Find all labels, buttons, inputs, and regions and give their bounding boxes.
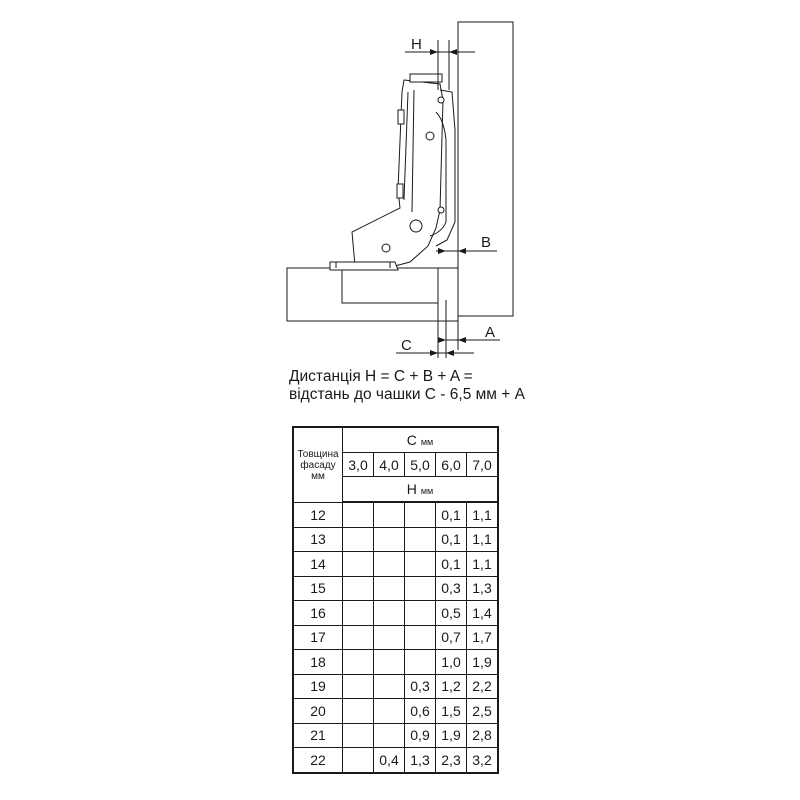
h-value-cell: [405, 626, 436, 651]
h-value-cell: [343, 528, 374, 553]
c-group-header: [343, 428, 497, 453]
spec-table: [292, 426, 499, 774]
hinge-screw: [438, 207, 444, 213]
dim-c-label: C: [401, 337, 412, 354]
thickness-cell: 17: [294, 626, 343, 651]
h-value-cell: [343, 748, 374, 772]
h-value-cell: [374, 675, 405, 700]
hinge-screw: [426, 132, 434, 140]
thickness-cell: 16: [294, 601, 343, 626]
thickness-cell: 19: [294, 675, 343, 700]
dim-c-arrow: [430, 350, 438, 356]
c-value-header: 5,0: [405, 453, 436, 477]
c-value-header: 3,0: [343, 453, 374, 477]
thickness-cell: 21: [294, 724, 343, 749]
hinge-screw: [438, 97, 444, 103]
h-value-cell: [374, 528, 405, 553]
table-row: [294, 528, 497, 553]
thickness-cell: 12: [294, 503, 343, 528]
dim-a-label: A: [485, 324, 496, 341]
h-value-cell: 0,1: [436, 503, 467, 528]
h-value-cell: [343, 577, 374, 602]
formula-text: [289, 368, 525, 404]
h-value-cell: 2,3: [436, 748, 467, 772]
h-value-cell: 3,2: [472, 751, 492, 768]
h-value-cell: 1,0: [436, 650, 467, 675]
h-value-cell: 2,5: [467, 699, 497, 724]
dim-a-arrow: [458, 337, 466, 343]
h-value-cell: [374, 552, 405, 577]
h-value-cell: 1,3: [467, 577, 497, 602]
h-value-cell: [343, 699, 374, 724]
thickness-cell: 20: [294, 699, 343, 724]
hinge-arm: [352, 80, 443, 266]
table-row: [294, 577, 497, 602]
thickness-cell: 15: [294, 577, 343, 602]
h-group-header: [343, 477, 497, 503]
h-value-cell: [343, 503, 374, 528]
h-value-cell: 2,2: [467, 675, 497, 700]
cabinet-side-panel: [458, 22, 513, 316]
dim-a-arrow: [438, 337, 446, 343]
h-value-cell: 1,5: [436, 699, 467, 724]
hinge-side-tab: [397, 184, 403, 198]
c-value-header: 7,0: [467, 453, 497, 477]
h-value-cell: [343, 552, 374, 577]
h-value-cell: [374, 626, 405, 651]
h-value-cell: [343, 601, 374, 626]
h-value-cell: 0,9: [405, 724, 436, 749]
h-value-cell: 2,8: [467, 724, 497, 749]
h-value-cell: 0,3: [405, 675, 436, 700]
hinge-screw: [410, 220, 422, 232]
h-value-cell: [374, 724, 405, 749]
h-value-cell: 0,1: [436, 552, 467, 577]
h-value-cell: [374, 503, 405, 528]
h-value-cell: [374, 601, 405, 626]
hinge-side-tab: [398, 110, 404, 124]
h-value-cell: 0,4: [374, 748, 405, 772]
table-row: [294, 601, 497, 626]
h-value-cell: [343, 650, 374, 675]
h-value-cell: [405, 552, 436, 577]
h-value-cell: 1,7: [467, 626, 497, 651]
table-row: [294, 626, 497, 651]
dim-h-arrow: [430, 49, 438, 55]
h-value-cell: [405, 650, 436, 675]
c-group-unit: мм: [420, 437, 434, 447]
h-value-cell: [374, 577, 405, 602]
dim-c-arrow: [446, 350, 454, 356]
c-group-symbol: C: [406, 432, 417, 448]
c-value-header: 6,0: [436, 453, 467, 477]
h-value-cell: 0,7: [436, 626, 467, 651]
table-row: [294, 748, 497, 772]
h-value-cell: 1,3: [405, 748, 436, 772]
h-value-cell: 1,9: [436, 724, 467, 749]
table-row: [294, 675, 497, 700]
h-value-cell: 1,4: [467, 601, 497, 626]
h-value-cell: 0,1: [436, 528, 467, 553]
hinge-top-clip: [410, 74, 442, 82]
table-row: [294, 699, 497, 724]
h-value-cell: [343, 626, 374, 651]
hinge-diagram: [0, 0, 800, 370]
thickness-header: Товщина фасаду мм: [294, 428, 343, 503]
table-row: [294, 503, 497, 528]
formula-line-2: відстань до чашки C - 6,5 мм + A: [289, 386, 525, 403]
h-value-cell: [405, 503, 436, 528]
h-value-cell: 1,1: [467, 528, 497, 553]
dim-b-label: B: [481, 234, 492, 251]
table-body: [294, 428, 497, 772]
thickness-cell: 22: [294, 748, 343, 772]
h-value-cell: 0,5: [436, 601, 467, 626]
table-row: [294, 552, 497, 577]
h-value-cell: 0,3: [436, 577, 467, 602]
thickness-cell: 18: [294, 650, 343, 675]
h-value-cell: [374, 650, 405, 675]
formula-line-1: Дистанція H = C + B + A =: [289, 368, 473, 385]
dim-h-arrow: [449, 49, 457, 55]
dim-b-arrow: [438, 248, 446, 254]
dim-h-label: H: [411, 36, 422, 53]
thickness-cell: 13: [294, 528, 343, 553]
h-value-cell: [343, 675, 374, 700]
h-value-cell: 1,1: [467, 552, 497, 577]
table-row: [294, 724, 497, 749]
hinge-base: [330, 262, 398, 270]
h-value-cell: [343, 724, 374, 749]
h-value-cell: [374, 699, 405, 724]
header-row-c-group: [294, 428, 497, 453]
h-value-cell: [405, 577, 436, 602]
h-value-cell: [405, 601, 436, 626]
thickness-cell: 14: [294, 552, 343, 577]
h-value-cell: 1,2: [436, 675, 467, 700]
h-value-cell: 1,1: [467, 503, 497, 528]
h-group-symbol: H: [406, 481, 417, 497]
h-value-cell: 1,9: [467, 650, 497, 675]
h-value-cell: [405, 528, 436, 553]
h-group-unit: мм: [420, 486, 434, 496]
h-value-cell: 0,6: [405, 699, 436, 724]
table-row: [294, 650, 497, 675]
hinge-screw: [382, 244, 390, 252]
hinge-cup: [342, 268, 438, 303]
c-value-header: 4,0: [374, 453, 405, 477]
